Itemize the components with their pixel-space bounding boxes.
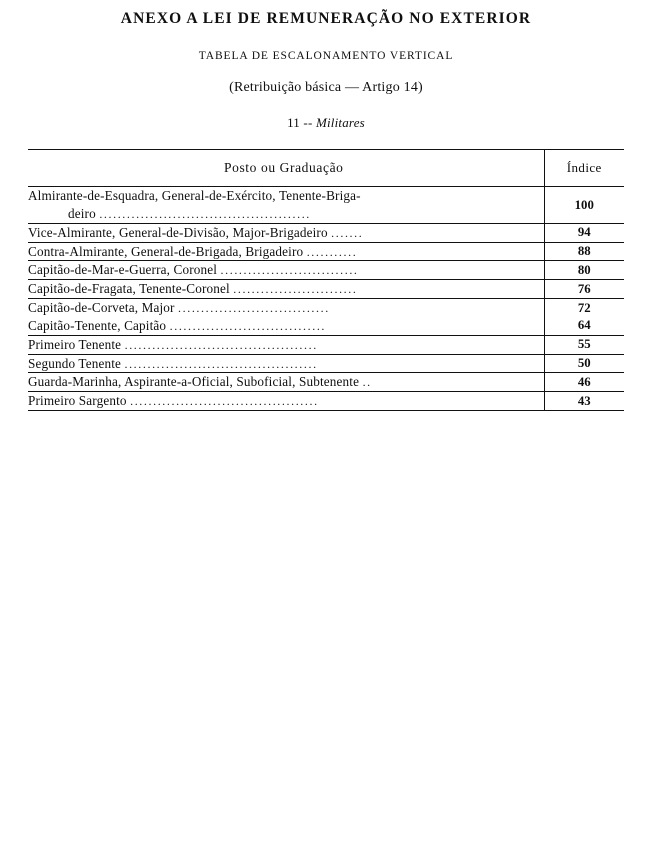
rank-index: 50 xyxy=(577,355,591,370)
rank-label xyxy=(28,317,544,335)
table-row xyxy=(28,299,624,317)
page-title: ANEXO A LEI DE REMUNERAÇÃO NO EXTERIOR xyxy=(120,10,532,27)
section-heading xyxy=(28,115,624,131)
leader-dots: .................................. xyxy=(169,318,327,333)
leader-dots: ........... xyxy=(306,244,358,259)
table-row xyxy=(28,243,624,261)
leader-dots: ......................................... xyxy=(130,394,319,409)
rank-label-line1: Capitão-de-Mar-e-Guerra, Coronel xyxy=(28,262,218,278)
table-row xyxy=(28,336,624,354)
table-row xyxy=(28,261,624,279)
rank-index: 72 xyxy=(577,300,591,315)
rank-index: 80 xyxy=(577,262,591,277)
rank-label xyxy=(28,373,544,391)
rank-index: 55 xyxy=(577,337,591,352)
leader-dots: ....... xyxy=(331,225,364,240)
rank-label-line1: Capitão-de-Fragata, Tenente-Coronel xyxy=(28,281,230,297)
rank-index: 94 xyxy=(577,225,591,240)
rank-label xyxy=(28,187,544,223)
rank-label xyxy=(28,299,544,317)
rank-label xyxy=(28,261,544,279)
rank-label-line1: Primeiro Sargento xyxy=(28,393,127,409)
table-row xyxy=(28,355,624,373)
rank-index: 76 xyxy=(577,281,591,296)
leader-dots: .............................................. xyxy=(99,207,311,222)
rank-label-line1: Capitão-de-Corveta, Major xyxy=(28,300,175,316)
rank-index: 43 xyxy=(577,393,591,408)
section-number: 11 -- xyxy=(287,115,313,130)
page-subtitle: TABELA DE ESCALONAMENTO VERTICAL xyxy=(198,50,454,62)
rank-label-line1: Capitão-Tenente, Capitão xyxy=(28,317,167,333)
table-row xyxy=(28,280,624,298)
rank-label xyxy=(28,224,544,242)
rank-index: 64 xyxy=(577,318,591,333)
table-row xyxy=(28,224,624,242)
table-row xyxy=(28,187,624,223)
table-row xyxy=(28,317,624,335)
rank-label-line1: Segundo Tenente xyxy=(28,355,122,371)
table-header-row xyxy=(28,150,624,187)
section-label: Militares xyxy=(315,115,365,130)
leader-dots: .......................................... xyxy=(124,337,318,352)
rank-label-line1: Almirante-de-Esquadra, General-de-Exército, Tenente-Briga- xyxy=(28,188,361,204)
rank-label xyxy=(28,243,544,261)
rank-label-line1: Primeiro Tenente xyxy=(28,336,122,352)
leader-dots: ........................... xyxy=(233,282,358,297)
table-row xyxy=(28,373,624,391)
header-label: Posto ou Graduação xyxy=(28,150,544,187)
rank-label xyxy=(28,336,544,354)
document-page xyxy=(0,10,652,860)
header-index: Índice xyxy=(566,160,602,176)
table-row xyxy=(28,392,624,410)
rank-label-line1: Vice-Almirante, General-de-Divisão, Major-Brigadeiro xyxy=(28,224,328,240)
rank-index: 46 xyxy=(577,374,591,389)
page-subtitle-secondary: (Retribuição básica — Artigo 14) xyxy=(229,80,423,95)
rank-label-line1: Guarda-Marinha, Aspirante-a-Oficial, Suboficial, Subtenente xyxy=(28,374,360,390)
rank-index: 100 xyxy=(574,197,594,212)
rank-label xyxy=(28,392,544,410)
leader-dots: .......................................... xyxy=(124,356,318,371)
leader-dots: .............................. xyxy=(220,263,359,278)
leader-dots: ................................. xyxy=(178,301,330,316)
leader-dots: .. xyxy=(362,375,372,390)
rank-label-line1: Contra-Almirante, General-de-Brigada, Brigadeiro xyxy=(28,243,304,259)
ranks-table xyxy=(28,149,624,411)
rank-label-line2: deiro xyxy=(68,206,96,222)
rank-index: 88 xyxy=(577,244,591,259)
rank-label xyxy=(28,280,544,298)
rank-label xyxy=(28,355,544,373)
table-rule xyxy=(28,410,624,411)
